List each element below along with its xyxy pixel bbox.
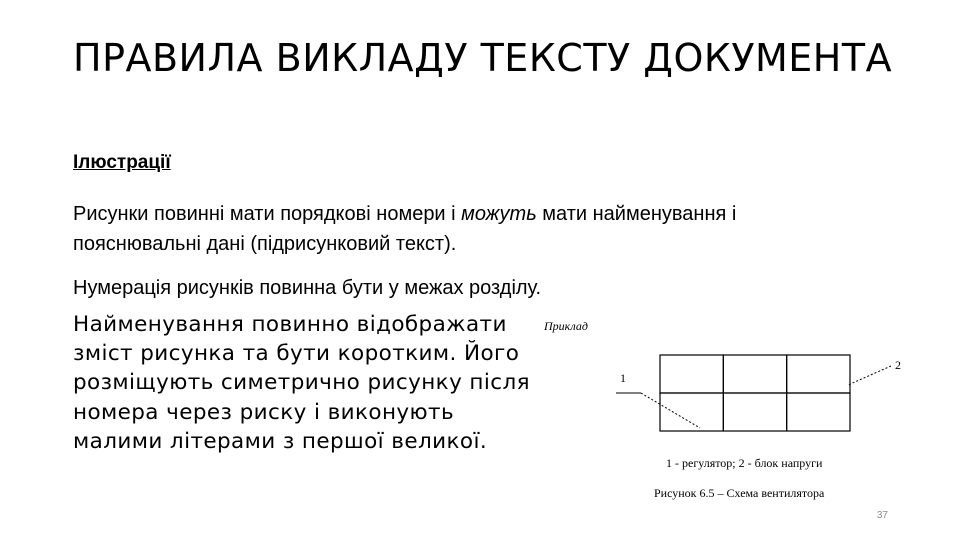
fan-scheme-drawing (540, 312, 940, 512)
callout-1-leader (641, 393, 700, 428)
grid-cell (787, 393, 850, 431)
callout-2-label: 2 (895, 358, 901, 372)
callout-1-label: 1 (620, 371, 626, 385)
grid-cell (660, 393, 723, 431)
paragraph-caption-rule: Найменування повинно відображати зміст рисунка та бути коротким. Його розміщують симетрично рисунку після номера через риску і виконують малими літерами з першої великої. (73, 312, 530, 454)
page-number: 37 (876, 510, 888, 521)
paragraph-text-start: Рисунки повинні мати порядкові номери і (73, 203, 462, 225)
slide-title: ПРАВИЛА ВИКЛАДУ ТЕКСТУ ДОКУМЕНТА (73, 36, 893, 80)
grid-cell (723, 393, 786, 431)
example-label: Приклад (544, 319, 588, 333)
figure-legend: 1 - регулятор; 2 - блок напруги (666, 456, 823, 470)
callout-2-leader (848, 366, 891, 385)
grid-cell (660, 355, 723, 393)
emphasized-word: можуть (461, 203, 537, 225)
example-figure (540, 312, 940, 512)
grid-cell (787, 355, 850, 393)
figure-caption: Рисунок 6.5 – Схема вентилятора (654, 486, 825, 500)
grid-cell (723, 355, 786, 393)
paragraph-section-numbering: Нумерація рисунків повинна бути у межах розділу. (73, 277, 542, 299)
section-heading: Ілюстрації (73, 152, 171, 173)
paragraph-text-end: мати найменування і пояснювальні дані (підрисунковий текст). (73, 203, 737, 255)
paragraph-numbering-rule (73, 199, 833, 259)
table-grid (660, 355, 850, 431)
